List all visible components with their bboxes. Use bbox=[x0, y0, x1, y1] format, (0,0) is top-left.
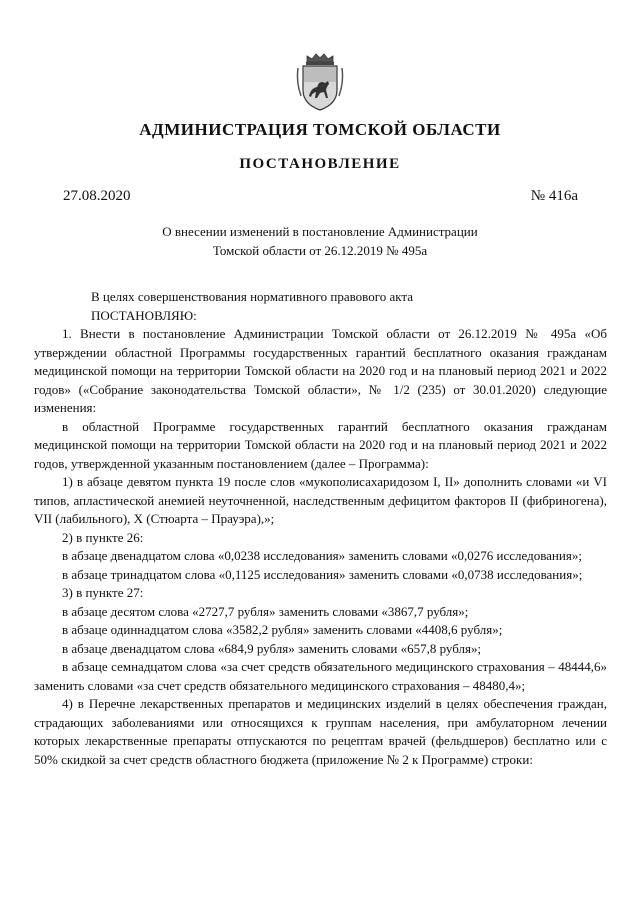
document-body bbox=[34, 288, 607, 769]
paragraph-preamble: В целях совершенствования нормативного правового акта bbox=[91, 289, 414, 304]
paragraph-amend: в абзаце двенадцатом слова «684,9 рубля» заменить словами «657,8 рубля»; bbox=[62, 640, 482, 656]
document-type-heading: ПОСТАНОВЛЕНИЕ bbox=[239, 156, 401, 172]
paragraph-program-intro: в областной Программе государственных гарантий бесплатного оказания гражданам медицинской помощи на территории Томской области на 2020 год и на плановый период 2021 и 2022 годов, утвержденной указанным постановлением (далее – Программа): bbox=[34, 418, 607, 471]
document-date: 27.08.2020 bbox=[63, 188, 131, 204]
paragraph-item-1: 1. Внести в постановление Администрации Томской области от 26.12.2019 № 495а «Об утверждении областной Программы государственных гарантий бесплатного оказания гражданам медицинской помощи на территории Томской области на 2020 год и на плановый период 2021 и 2022 годов» («Собрание законодательства Томской области», № 1/2 (235) от 30.01.2020) следующие изменения: bbox=[34, 326, 607, 415]
paragraph-subitem-3: 3) в пункте 27: bbox=[62, 585, 144, 600]
paragraph-subitem-1: 1) в абзаце девятом пункта 19 после слов «мукополисахаридозом I, II» дополнить словами «и VI типов, апластической анемией неуточненной, наследственным дефицитом факторов II (фибриногена), VII (лабильного), X (Стюарта – Прауэра),»; bbox=[34, 474, 607, 526]
paragraph-amend: в абзаце одиннадцатом слова «3582,2 рубля» заменить словами «4408,6 рубля»; bbox=[62, 622, 503, 637]
organization-title: АДМИНИСТРАЦИЯ ТОМСКОЙ ОБЛАСТИ bbox=[139, 120, 501, 139]
paragraph-amend: в абзаце тринадцатом слова «0,1125 исследования» заменить словами «0,0738 исследования»; bbox=[62, 566, 583, 582]
subject-line: Томской области от 26.12.2019 № 495а bbox=[212, 243, 428, 258]
paragraph-amend: в абзаце семнадцатом слова «за счет средств обязательного медицинского страхования – 48444,6» заменить словами «за счет средств обязательного медицинского страхования – 48480,4»; bbox=[34, 659, 607, 693]
paragraph-subitem-2: 2) в пункте 26: bbox=[62, 529, 144, 545]
paragraph-amend: в абзаце десятом слова «2727,7 рубля» заменить словами «3867,7 рубля»; bbox=[62, 603, 469, 619]
document-subject bbox=[0, 222, 640, 260]
tomsk-coat-of-arms-icon bbox=[295, 52, 345, 112]
paragraph-subitem-4: 4) в Перечне лекарственных препаратов и медицинских изделий в целях обеспечения граждан, страдающих заболеваниями или относящихся к группам населения, при амбулаторном лечении которых лекарственные препараты отпускаются по рецептам врачей (фельдшеров) бесплатно или с 50% скидкой за счет средств областного бюджета (приложение № 2 к Программе) строки: bbox=[34, 696, 607, 767]
subject-line: О внесении изменений в постановление Администрации bbox=[162, 224, 478, 239]
document-number: № 416а bbox=[530, 188, 578, 204]
paragraph-resolve: ПОСТАНОВЛЯЮ: bbox=[91, 307, 197, 323]
paragraph-amend: в абзаце двенадцатом слова «0,0238 исследования» заменить словами «0,0276 исследования»; bbox=[62, 548, 582, 563]
